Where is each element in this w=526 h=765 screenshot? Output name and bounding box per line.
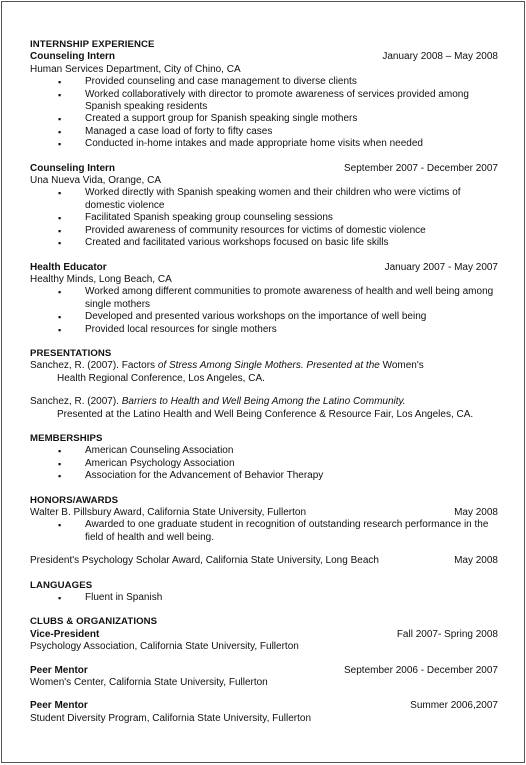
club-role: Peer Mentor (30, 664, 88, 676)
bullet-item: ▪ Worked among different communities to promote awareness of health and well being among single mothers (30, 286, 498, 311)
club-dates: Summer 2006,2007 (410, 700, 498, 712)
club-dates: Fall 2007- Spring 2008 (396, 628, 498, 640)
bullet-item: ▪ Awarded to one graduate student in recognition of outstanding research performance in the field of health and well being. (30, 519, 498, 544)
bullet-item: ▪ Provided local resources for single mothers (30, 324, 498, 336)
bullet-item: ▪ Facilitated Spanish speaking group counseling sessions (30, 212, 498, 224)
job-title: Counseling Intern (30, 162, 115, 174)
club-org: Psychology Association, California State University, Fullerton (30, 641, 299, 653)
club-org: Student Diversity Program, California State University, Fullerton (30, 712, 312, 724)
club-dates: September 2006 - December 2007 (344, 664, 498, 676)
section-heading-languages: LANGUAGES (30, 579, 93, 591)
section-heading-memberships: MEMBERSHIPS (30, 432, 103, 444)
job-org: Human Services Department, City of Chino, CA (30, 63, 241, 75)
job-title: Health Educator (30, 261, 107, 273)
job-title: Counseling Intern (30, 51, 115, 63)
club-role: Vice-President (30, 628, 100, 640)
job-bullets (30, 76, 498, 150)
section-heading-internship: INTERNSHIP EXPERIENCE (30, 39, 155, 50)
bullet-item: ▪ Worked collaboratively with director to promote awareness of services provided among Spanish speaking residents (30, 89, 498, 114)
club-role: Peer Mentor (30, 700, 88, 712)
job-dates: September 2007 - December 2007 (344, 162, 498, 174)
job-bullets (30, 286, 498, 336)
membership-list (30, 445, 498, 482)
job-entry (30, 163, 498, 250)
job-entry (30, 51, 498, 150)
citation-author: Sanchez, R. (2007). (30, 396, 122, 408)
award-header (30, 507, 498, 519)
bullet-item: ▪ Fluent in Spanish (30, 592, 498, 604)
award-date: May 2008 (454, 555, 498, 567)
job-header (30, 163, 498, 175)
club-header (30, 700, 498, 712)
job-entry (30, 262, 498, 336)
bullet-item: ▪ Developed and presented various workshops on the importance of well being (30, 311, 498, 323)
section-heading-honors: HONORS/AWARDS (30, 494, 119, 506)
presentation-entry (30, 396, 498, 421)
award-date: May 2008 (454, 507, 498, 518)
award-bullets (30, 519, 498, 544)
bullet-item: ▪ Created a support group for Spanish speaking single mothers (30, 113, 498, 125)
club-header (30, 629, 498, 641)
bullet-item: ▪ Provided counseling and case management to diverse clients (30, 76, 498, 88)
citation-venue-cont: Health Regional Conference, Los Angeles, CA. (57, 372, 265, 384)
award-header (30, 555, 498, 567)
job-header (30, 51, 498, 63)
award-name: President's Psychology Scholar Award, California State University, Long Beach (30, 555, 379, 567)
citation-title: of Stress Among Single Mothers. Presented at the (157, 360, 380, 372)
citation-author: Sanchez, R. (2007). Factors (30, 360, 158, 372)
presentation-entry (30, 360, 498, 385)
job-header (30, 262, 498, 274)
citation-title: Barriers to Health and Well Being Among the Latino Community. (121, 396, 406, 408)
club-entry (30, 629, 498, 654)
job-org: Healthy Minds, Long Beach, CA (30, 273, 172, 285)
club-header (30, 665, 498, 677)
club-entry (30, 700, 498, 725)
bullet-item: ▪ American Psychology Association (30, 458, 498, 470)
section-heading-presentations: PRESENTATIONS (30, 347, 112, 359)
job-dates: January 2007 - May 2007 (384, 261, 498, 273)
citation-venue: Women's (379, 360, 424, 372)
bullet-item: ▪ Provided awareness of community resources for victims of domestic violence (30, 225, 498, 237)
bullet-item: ▪ Managed a case load of forty to fifty cases (30, 126, 498, 138)
job-org: Una Nueva Vida, Orange, CA (30, 175, 162, 187)
bullet-item: ▪ Conducted in-home intakes and made appropriate home visits when needed (30, 138, 498, 150)
resume-page (1, 1, 525, 763)
club-entry (30, 665, 498, 690)
bullet-item: ▪ American Counseling Association (30, 445, 498, 457)
bullet-item: ▪ Created and facilitated various workshops focused on basic life skills (30, 237, 498, 249)
bullet-item: ▪ Worked directly with Spanish speaking women and their children who were victims of domestic violence (30, 187, 498, 212)
citation-venue-cont: Presented at the Latino Health and Well Being Conference & Resource Fair, Los Angeles, CA. (57, 408, 474, 420)
job-bullets (30, 187, 498, 249)
bullet-item: ▪ Association for the Advancement of Behavior Therapy (30, 470, 498, 482)
section-heading-clubs: CLUBS & ORGANIZATIONS (30, 616, 158, 628)
language-list (30, 592, 498, 604)
club-org: Women's Center, California State University, Fullerton (30, 677, 268, 689)
job-dates: January 2008 – May 2008 (382, 51, 498, 63)
award-name: Walter B. Pillsbury Award, California State University, Fullerton (30, 507, 307, 518)
